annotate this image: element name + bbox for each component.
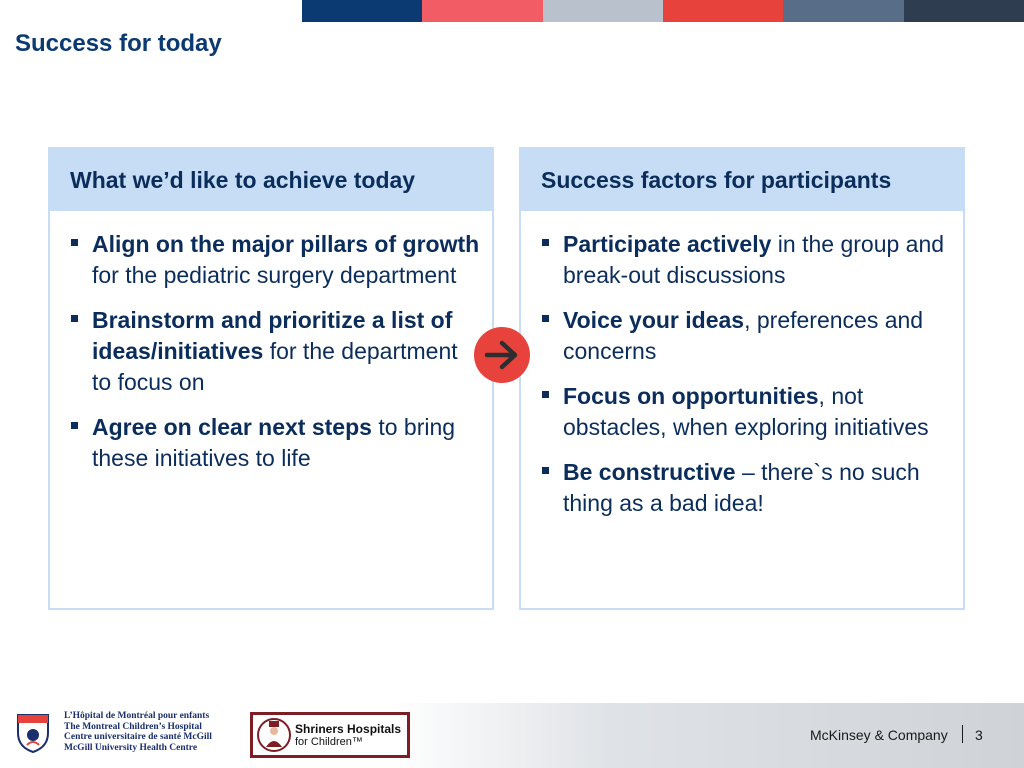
bullet-square-icon [70, 305, 92, 336]
panel-header [521, 149, 963, 211]
arrow-right-glyph [482, 335, 522, 375]
bullet-bold-text: Voice your ideas [563, 307, 745, 333]
footer-divider [962, 725, 963, 743]
list-item [541, 229, 953, 291]
shriners-logo-subtitle: for Children™ [295, 735, 363, 748]
bullet-text: for the department to focus on [92, 338, 458, 395]
bullet-square-icon [541, 381, 563, 412]
bullet-text: , preferences and concerns [563, 307, 924, 364]
panel-header-text: Success factors for participants [541, 166, 892, 193]
shriners-hospitals-logo [250, 712, 410, 758]
bullet-square-icon [70, 229, 92, 260]
list-item [541, 457, 953, 519]
bullet-square-icon [541, 457, 563, 488]
bullet-bold-text: Brainstorm and prioritize a list of ideas/initiatives [92, 307, 453, 364]
list-item [541, 305, 953, 367]
bullet-text: – there`s no such thing as a bad idea! [563, 459, 920, 516]
achieve-today-panel [48, 147, 494, 610]
bullet-text: in the group and break-out discussions [563, 231, 945, 288]
bullet-square-icon [541, 229, 563, 260]
mch-logo-line: The Montreal Children’s Hospital [64, 721, 202, 732]
bullet-text: for the pediatric surgery department [92, 262, 457, 288]
mch-logo-line: L’Hôpital de Montréal pour enfants [64, 711, 210, 721]
slide-title: Success for today [15, 30, 222, 57]
list-item [541, 381, 953, 443]
success-factors-panel [519, 147, 965, 610]
bullet-square-icon [70, 412, 92, 443]
bullet-bold-text: Align on the major pillars of growth [92, 231, 480, 257]
list-item [70, 412, 482, 474]
shriners-figure-icon [257, 717, 291, 753]
bullet-bold-text: Agree on clear next steps [92, 414, 372, 440]
mch-logo-line: McGill University Health Centre [64, 742, 198, 753]
stripe-segment-3 [543, 0, 663, 22]
bullet-list [521, 211, 963, 519]
bullet-text: , not obstacles, when exploring initiatives [563, 383, 929, 440]
page-number: 3 [975, 727, 983, 743]
stripe-segment-2 [422, 0, 542, 22]
stripe-segment-5 [783, 0, 903, 22]
top-color-stripe [302, 0, 1024, 22]
bullet-list [50, 211, 492, 474]
bullet-text: to bring these initiatives to life [92, 414, 456, 471]
list-item [70, 305, 482, 398]
footer-brand: McKinsey & Company [810, 727, 948, 743]
bullet-square-icon [541, 305, 563, 336]
stripe-segment-4 [663, 0, 783, 22]
list-item [70, 229, 482, 291]
mch-logo-line: Centre universitaire de santé McGill [64, 732, 212, 742]
montreal-childrens-hospital-logo [16, 711, 212, 753]
shriners-logo-title: Shriners Hospitals [295, 721, 402, 736]
panel-header-text: What we’d like to achieve today [70, 166, 416, 193]
bullet-bold-text: Be constructive [563, 459, 736, 485]
bullet-bold-text: Participate actively [563, 231, 772, 257]
bullet-bold-text: Focus on opportunities [563, 383, 819, 409]
stripe-segment-1 [302, 0, 422, 22]
hospital-shield-icon [16, 711, 50, 753]
panel-header [50, 149, 492, 211]
arrow-right-icon [474, 327, 530, 383]
stripe-segment-6 [904, 0, 1024, 22]
